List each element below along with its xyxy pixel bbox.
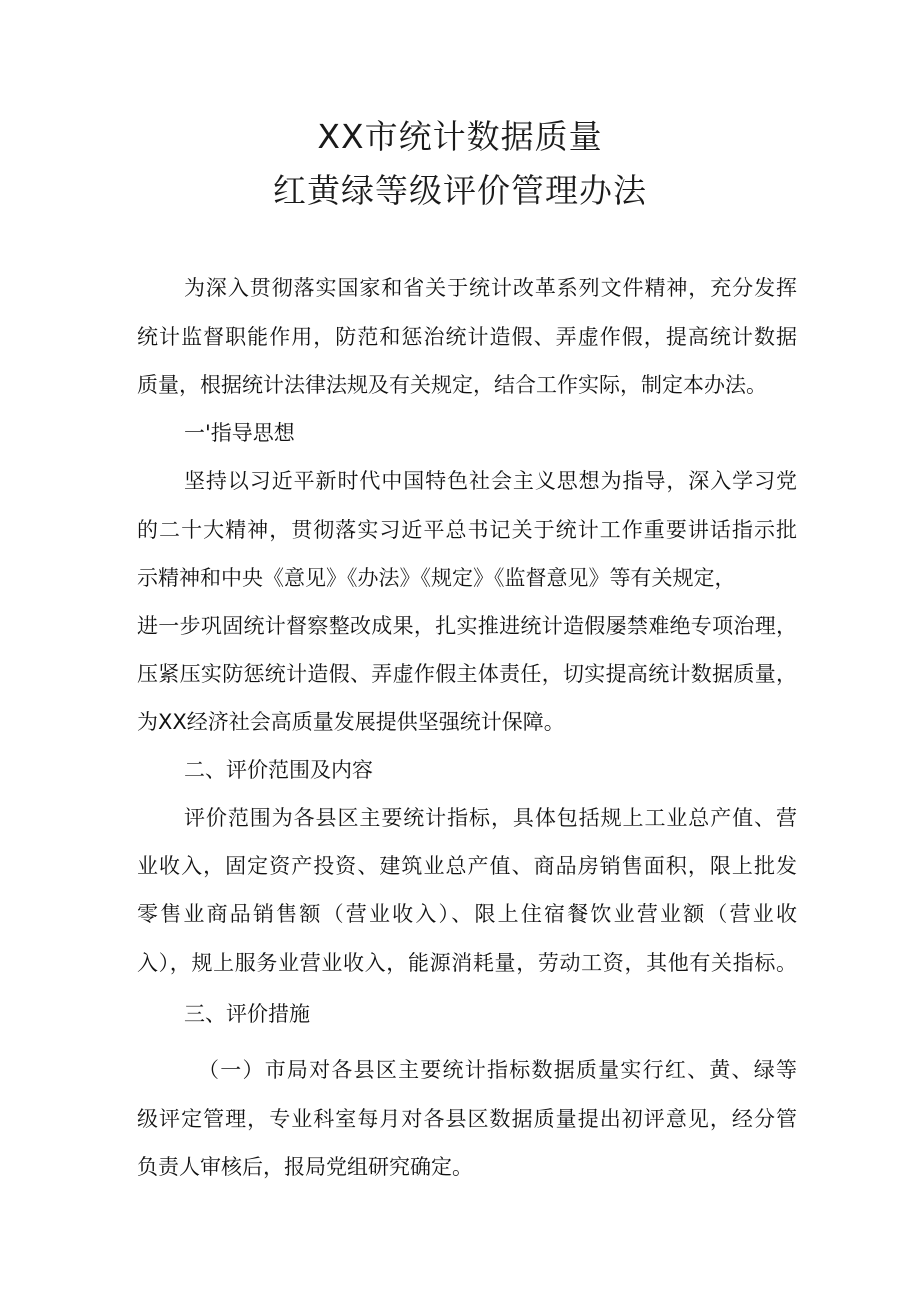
section-2-line: 评价范围为各县区主要统计指标，具体包括规上工业总产值、营	[184, 806, 797, 830]
section-3-heading: 三、评价措施	[184, 1002, 310, 1026]
section-1-line: 压紧压实防惩统计造假、弄虚作假主体责任，切实提高统计数据质量，	[137, 662, 797, 686]
section-2-line: 业收入，固定资产投资、建筑业总产值、商品房销售面积，限上批发	[137, 854, 797, 878]
intro-line: 为深入贯彻落实国家和省关于统计改革系列文件精神，充分发挥	[184, 276, 797, 300]
section-1-heading: 一'指导思想	[184, 421, 295, 445]
document-title-line-1: XX市统计数据质量	[317, 117, 603, 156]
section-1-line: 的二十大精神，贯彻落实习近平总书记关于统计工作重要讲话指示批	[137, 518, 797, 542]
section-2-line: 零售业商品销售额（营业收入）、限上住宿餐饮业营业额（营业收	[137, 902, 797, 926]
section-1-line: 坚持以习近平新时代中国特色社会主义思想为指导，深入学习党	[184, 469, 797, 493]
section-3-line: 负责人审核后，报局党组研究确定。	[137, 1155, 473, 1179]
section-1-line: 进一步巩固统计督察整改成果，扎实推进统计造假屡禁难绝专项治理，	[137, 614, 797, 638]
section-3-line: （一）市局对各县区主要统计指标数据质量实行红、黄、绿等	[198, 1058, 797, 1082]
section-1-line: 示精神和中央《意见》《办法》《规定》《监督意见》等有关规定，	[137, 566, 736, 590]
intro-line: 质量，根据统计法律法规及有关规定，结合工作实际，制定本办法。	[137, 373, 767, 397]
intro-line: 统计监督职能作用，防范和惩治统计造假、弄虚作假，提高统计数据	[137, 325, 797, 349]
document-title-line-2: 红黄绿等级评价管理办法	[273, 171, 647, 210]
section-2-heading: 二、评价范围及内容	[184, 758, 373, 782]
section-3-line: 级评定管理，专业科室每月对各县区数据质量提出初评意见，经分管	[137, 1107, 797, 1131]
section-1-line: 为XX经济社会高质量发展提供坚强统计保障。	[137, 710, 565, 734]
section-2-line: 入），规上服务业营业收入，能源消耗量，劳动工资，其他有关指标。	[137, 951, 797, 975]
